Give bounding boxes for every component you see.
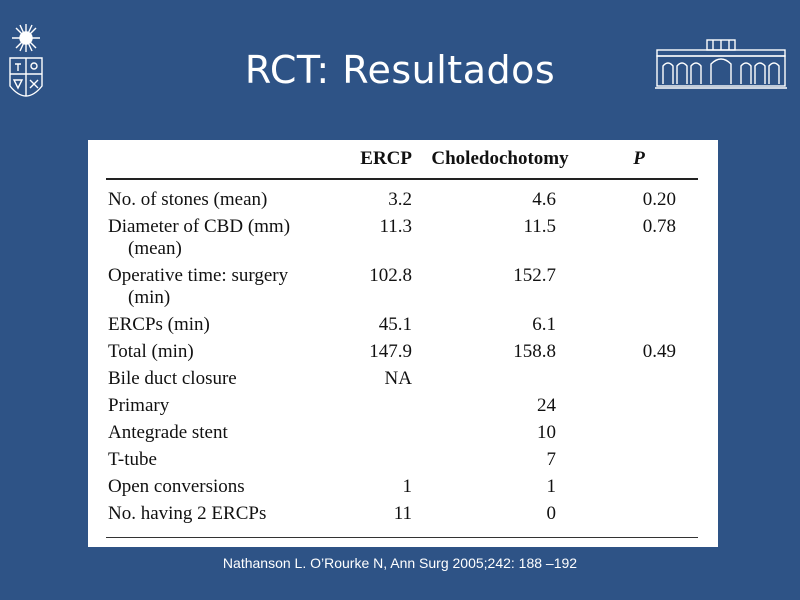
- results-table: [106, 148, 698, 527]
- cell-choledochotomy: 10: [537, 422, 556, 443]
- table-row: [106, 392, 698, 419]
- table-row: [106, 311, 698, 338]
- row-label: [106, 473, 332, 500]
- cell-ercp: [332, 446, 420, 473]
- row-label: [106, 446, 332, 473]
- row-label-text: Open conversions: [108, 476, 245, 497]
- results-table-card: [88, 140, 718, 547]
- cell-p: 0.49: [642, 341, 676, 362]
- table-row: [106, 419, 698, 446]
- row-label-continuation: (min): [128, 287, 171, 308]
- row-label-text: Operative time: surgery: [108, 265, 289, 286]
- table-row: [106, 186, 698, 213]
- cell-ercp: NA: [384, 368, 412, 389]
- cell-choledochotomy: 1: [546, 476, 556, 497]
- university-building-logo: [655, 38, 787, 95]
- header-ercp: ERCP: [332, 148, 420, 179]
- cell-p: [580, 446, 698, 473]
- row-label-text: T-tube: [108, 449, 157, 470]
- cell-choledochotomy: 4.6: [532, 189, 556, 210]
- cell-ercp: 11: [393, 503, 412, 524]
- row-label: [106, 365, 332, 392]
- row-label-text: Total (min): [108, 341, 194, 362]
- row-label: [106, 500, 332, 527]
- cell-ercp: 45.1: [378, 314, 412, 335]
- cell-ercp: [332, 392, 420, 419]
- row-label-text: ERCPs (min): [108, 314, 210, 335]
- row-label: [106, 213, 332, 262]
- row-label: [106, 262, 332, 311]
- row-label: [106, 311, 332, 338]
- row-label: [106, 419, 332, 446]
- cell-ercp: 11.3: [379, 216, 412, 237]
- cell-p: [580, 311, 698, 338]
- cell-choledochotomy: 158.8: [513, 341, 556, 362]
- row-label: [106, 186, 332, 213]
- table-row: [106, 365, 698, 392]
- header-label: [106, 148, 332, 179]
- cell-choledochotomy: 7: [546, 449, 556, 470]
- row-label-text: Diameter of CBD (mm): [108, 216, 291, 237]
- row-label-text: Bile duct closure: [108, 368, 237, 389]
- cell-choledochotomy: 24: [537, 395, 556, 416]
- row-label-continuation: (mean): [128, 238, 182, 259]
- cell-p: [580, 262, 698, 311]
- cell-ercp: [332, 419, 420, 446]
- cell-p: [580, 392, 698, 419]
- cell-ercp: 147.9: [369, 341, 412, 362]
- row-label-text: No. of stones (mean): [108, 189, 268, 210]
- cell-choledochotomy: 152.7: [513, 265, 556, 286]
- cell-choledochotomy: [420, 365, 580, 392]
- table-row: [106, 500, 698, 527]
- cell-choledochotomy: 11.5: [523, 216, 556, 237]
- row-label-text: Primary: [108, 395, 170, 416]
- row-label-text: No. having 2 ERCPs: [108, 503, 267, 524]
- cell-p: [580, 365, 698, 392]
- cell-p: [580, 500, 698, 527]
- header-choledochotomy: Choledochotomy: [420, 148, 580, 179]
- cell-choledochotomy: 0: [546, 503, 556, 524]
- cell-p: 0.78: [642, 216, 676, 237]
- cell-ercp: 1: [402, 476, 412, 497]
- table-header-row: [106, 148, 698, 179]
- cell-ercp: 102.8: [369, 265, 412, 286]
- row-label: [106, 392, 332, 419]
- table-row: [106, 446, 698, 473]
- table-row: [106, 338, 698, 365]
- table-body: [106, 179, 698, 527]
- table-bottom-rule: [106, 537, 698, 538]
- header-p: P: [580, 148, 698, 179]
- cell-choledochotomy: 6.1: [532, 314, 556, 335]
- cell-p: [580, 473, 698, 500]
- row-label-text: Antegrade stent: [108, 422, 228, 443]
- slide-title: RCT: Resultados: [244, 48, 556, 92]
- cell-p: 0.20: [642, 189, 676, 210]
- table-row: [106, 262, 698, 311]
- citation: Nathanson L. O’Rourke N, Ann Surg 2005;242: 188 –192: [222, 555, 578, 571]
- row-label: [106, 338, 332, 365]
- table-row: [106, 473, 698, 500]
- cell-ercp: 3.2: [388, 189, 412, 210]
- table-row: [106, 213, 698, 262]
- cell-p: [580, 419, 698, 446]
